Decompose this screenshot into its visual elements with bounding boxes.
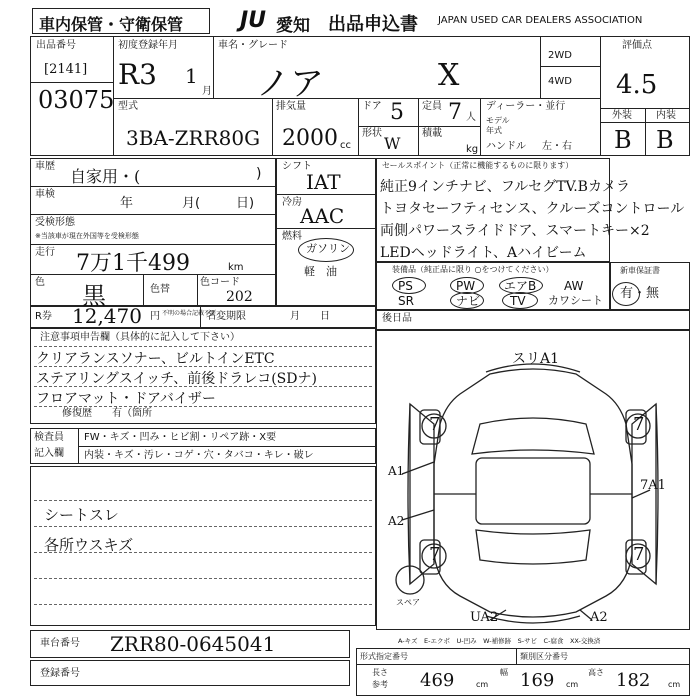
width-unit: cm [566,680,579,689]
sales-point-line-3: 両側パワースライドドア、スマートキー×2 [380,223,650,239]
height-label: 高さ [588,668,604,677]
warranty-value: 有・無 [620,286,660,301]
length-unit: cm [476,680,489,689]
rear-item-label: 後日品 [382,313,412,324]
mark-rear-a: UA2 [470,610,499,625]
car-grade-value: X [438,58,460,93]
registration-era-year: R3 [118,58,157,91]
length-value: 469 [420,670,455,691]
ref-label: 参考 [372,680,388,689]
aircon-value: AAC [300,204,345,228]
chassis-value: ZRR80-0645041 [110,632,276,656]
warranty-circle [612,282,640,306]
length-label: 長さ [372,668,388,677]
mark-front-left: 7 [429,414,441,435]
registration-label: 初度登録年月 [118,40,178,51]
dealer-model-label: モデル [486,116,510,125]
equip-airbag: エアB [504,279,537,293]
warranty-label: 新車保証書 [620,266,660,275]
displacement-unit: cc [340,140,351,151]
car-name-label: 車名・グレード [218,40,288,51]
load-unit: kg [466,144,479,155]
equip-ps: PS [398,279,413,293]
displacement-label: 排気量 [276,101,306,112]
history-value: 自家用・( [70,167,141,186]
mark-rear-right: 7 [633,544,645,565]
equip-sr: SR [398,294,414,308]
shift-label: シフト [282,161,312,172]
checker-label-2: 記入欄 [34,448,64,459]
displacement-value: 2000 [282,126,338,151]
load-label: 積載 [422,128,442,139]
model-value: 3BA-ZRR80G [126,126,261,150]
inspection-year: 年 [120,196,134,211]
height-value: 182 [616,670,651,691]
rating-exterior-label: 外装 [612,110,632,121]
damage-legend: A-キズ E-エクボ U-凹み W-補修跡 S-サビ C-腐食 XX-交換済 [398,637,601,645]
name-change-label: 名変期限 [206,311,246,322]
equip-seat: カワシート [548,294,603,307]
mileage-value: 7万1千499 [76,251,190,276]
lot-label: 出品番号 [36,40,76,51]
width-value: 169 [520,670,555,691]
mileage-label: 走行 [35,247,55,258]
capacity-label: 定員 [422,101,442,112]
rating-exterior: B [614,126,632,154]
fuel-diesel: 軽 油 [304,265,337,278]
dealer-year-label: 年式 [486,126,502,135]
shape-value: W [384,134,401,153]
rating-interior: B [656,126,674,154]
notes-line-3: フロアマット・ドアバイザー [36,391,216,407]
history-label: 車歴 [35,161,55,172]
ju-logo-mark: JU [240,8,267,33]
form-title: 出品申込書 [328,14,418,35]
rating-interior-label: 内装 [656,110,676,121]
mark-roof: スリA1 [512,351,560,367]
sales-point-line-4: LEDヘッドライト、Aハイビーム [380,245,587,261]
rating-label: 評価点 [622,40,652,51]
shift-value: IAT [306,170,341,194]
sales-point-line-2: トヨタセーフティセンス、クルーズコントロール [380,201,685,217]
mark-front-right: 7 [633,414,645,435]
spare-label: スペア [396,598,420,607]
recycle-value: 12,470 [72,304,142,328]
recycle-note: 不明の場合記載不要 [162,310,217,317]
fuel-gasoline: ガソリン [306,242,350,255]
registration-no-label: 登録番号 [40,668,80,679]
capacity-value: 7 [448,100,462,125]
car-name-value: ノア [256,64,324,104]
mark-rear-b: A2 [590,610,608,625]
rating-score: 4.5 [616,70,658,100]
color-code: 202 [226,289,253,305]
doors-label: ドア [362,101,382,112]
checker-row-1: FW・キズ・凹み・ヒビ割・リペア跡・X要 [84,432,277,443]
history-close: ) [256,166,262,182]
model-label: 型式 [118,101,138,112]
equip-navi: ナビ [456,294,481,308]
color-change-label: 色替 [150,284,170,295]
association-name: JAPAN USED CAR DEALERS ASSOCIATION [438,15,643,26]
equip-pw: PW [456,279,476,293]
drive-2wd: 2WD [548,50,572,61]
repair-history: 修復歴 有（箇所 [62,408,152,419]
registration-month-suffix: 月 [202,86,212,97]
drive-4wd: 4WD [548,76,572,87]
inspection-day: 日) [236,196,255,211]
recycle-unit: 円 [150,311,160,322]
handle-value: 左・右 [542,141,572,152]
rear-item-block [376,310,690,330]
inspection-label: 車検 [35,189,55,200]
sales-points-label: セールスポイント（正常に機能するものに限ります） [382,161,574,170]
notes-label: 注意事項申告欄（具体的に記入して下さい） [40,332,240,343]
fuel-label: 燃料 [282,231,302,242]
ju-logo [240,8,266,33]
aircon-label: 冷房 [282,197,302,208]
checker-label-1: 検査員 [34,432,64,443]
remark-line-1: シートスレ [44,506,119,524]
mark-side-right: 7A1 [640,478,666,493]
color-value: 黒 [82,282,106,310]
notes-line-1: クリアランスソナー、ビルトインETC [36,351,275,367]
remark-line-2: 各所ウスキズ [44,536,134,554]
shape-label: 形状 [362,128,382,139]
equipment-label: 装備品（純正品に限り ○をつけてください） [392,265,554,274]
chassis-label: 車台番号 [40,638,80,649]
sales-point-line-1: 純正9インチナビ、フルセグTV.Bカメラ [380,179,630,195]
inspection-month: 月( [182,196,201,211]
doors-value: 5 [390,100,404,125]
equip-tv: TV [510,294,526,308]
acceptance-label: 受検形態 [35,217,75,228]
handle-label: ハンドル [486,141,526,152]
notes-line-2: ステアリングスイッチ、前後ドラレコ(SDナ) [36,371,317,387]
org-name: 愛知 [276,16,310,36]
registration-month: 1 [185,64,198,88]
capacity-unit: 人 [466,112,476,123]
equip-aw: AW [564,279,584,293]
storage-stamp-text: 車内保管・守衛保管 [39,15,184,34]
lot-number: 03075 [38,86,115,114]
equip-tv-circle [502,292,538,309]
equip-ps-circle [392,277,426,294]
mark-side-left-b: A2 [388,514,405,528]
width-label: 幅 [500,668,508,677]
name-change-value: 月 日 [290,311,330,322]
dealer-label: ディーラー・並行 [486,101,566,112]
storage-stamp [32,8,210,34]
lot-bracket-no: [2141] [44,62,88,77]
mileage-unit: km [228,262,244,273]
color-label: 色 [35,277,45,288]
acceptance-note: ※当該車が現在外国等を受検形態 [35,232,139,240]
mark-rear-left: 7 [429,544,441,565]
height-unit: cm [668,680,681,689]
mark-side-left-a: A1 [388,464,405,478]
color-code-label: 色コード [200,277,240,288]
checker-row-2: 内装・キズ・汚レ・コゲ・穴・タバコ・キレ・破レ [84,450,314,461]
equip-navi-circle [450,292,484,309]
type-label: 形式指定番号 [360,652,408,661]
class-label: 類別区分番号 [520,652,568,661]
recycle-label: R券 [35,311,52,322]
